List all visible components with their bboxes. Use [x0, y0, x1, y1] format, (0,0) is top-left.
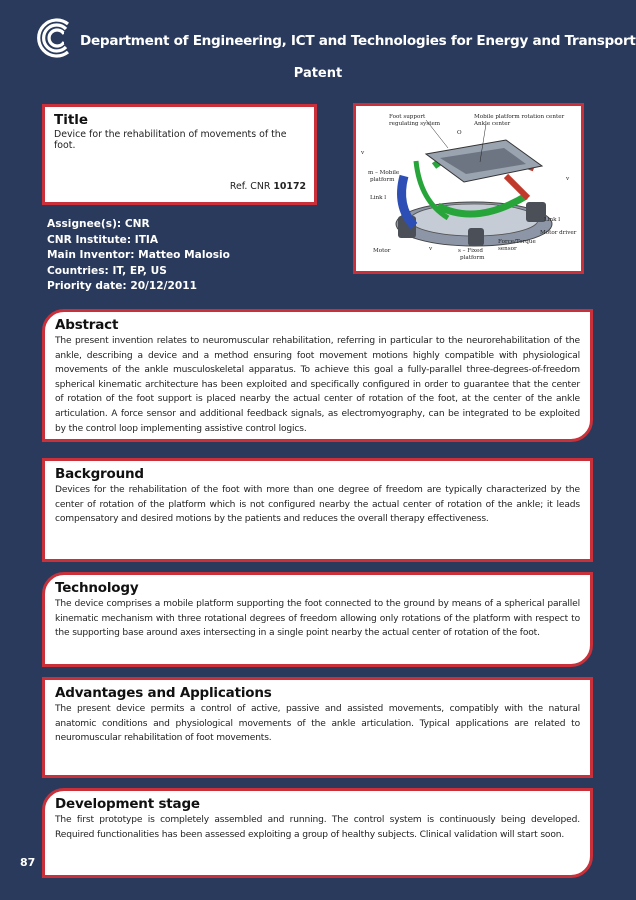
figure-label-link-l2: Link l — [370, 195, 387, 201]
figure-label-regulating-system: regulating system — [389, 121, 441, 127]
development-body: The first prototype is completely assembled and running. The control system is continuously being developed. Required functionalities has been assessed exploiting a group of healthy subjects. Clinical validation will start soon. — [55, 815, 580, 840]
document-type: Patent — [293, 66, 343, 81]
figure-label-force-torque: Force/Torque — [498, 239, 536, 245]
figure-label-v1: v — [566, 176, 570, 182]
assignees: Assignee(s): CNR — [47, 218, 150, 230]
main-inventor: Main Inventor: Matteo Malosio — [47, 249, 230, 261]
technology-body: The device comprises a mobile platform supporting the foot connected to the ground by means of a spherical parallel kinematic mechanism with three rotational degrees of freedom allowing only rotations of the platform with respect to the supporting base around axes intersecting in a single point nearby the actual center of rotation of the foot. — [55, 599, 580, 639]
development-heading: Development stage — [55, 796, 200, 812]
figure-label-ankle-center: Ankle center — [474, 121, 511, 127]
department-title: Department of Engineering, ICT and Technologies for Energy and Transport — [80, 33, 636, 49]
abstract-section — [42, 309, 593, 442]
development-section — [42, 788, 593, 878]
reference-id: 10172 — [273, 181, 306, 192]
title-box — [42, 104, 317, 205]
technology-section — [42, 572, 593, 667]
background-heading: Background — [55, 466, 144, 482]
advantages-heading: Advantages and Applications — [55, 685, 272, 701]
priority-date: Priority date: 20/12/2011 — [47, 280, 198, 292]
reference-prefix: Ref. CNR — [229, 181, 271, 192]
figure-label-v3: v — [429, 246, 433, 252]
title-heading: Title — [54, 112, 89, 128]
figure-label-s-fixed: s – Fixed — [458, 248, 483, 254]
cnr-institute: CNR Institute: ITIA — [47, 233, 159, 246]
device-figure — [353, 103, 584, 274]
reference-number — [230, 181, 306, 192]
background-body: Devices for the rehabilitation of the foot with more than one degree of freedom are typically characterized by the center of rotation of the platform which is not configured nearby the actual center of rotation of the ankle; it leads compensatory and desired motions by the patients and reduces the overall therapy effectiveness. — [55, 485, 580, 525]
device-illustration — [356, 106, 581, 271]
figure-label-mobile-rotation: Mobile platform rotation center — [474, 114, 565, 120]
figure-label-foot-support: Foot support — [389, 114, 426, 120]
background-section — [42, 458, 593, 562]
figure-label-motor: Motor — [373, 248, 391, 254]
abstract-heading: Abstract — [55, 317, 119, 333]
advantages-section — [42, 677, 593, 778]
technology-heading: Technology — [55, 580, 139, 596]
page-header — [0, 0, 636, 100]
abstract-body: The present invention relates to neuromuscular rehabilitation, referring in particular to the neurorehabilitation of the ankle, describing a device and a method ensuring foot movement motions highly compatible with physiological movements of the ankle musculoskeletal apparatus. To achieve this goal a fully-parallel three-degrees-of-freedom spherical kinematic architecture has been exploited and specifically configured in order to guarantee that the center of rotation of the foot support is placed nearby the actual center of rotation of the foot, at the center of the ankle articulation. A force sensor and additional feedback signals, as electromyography, can be integrated to be exploited by the control loop implementing assistive control logics. — [55, 336, 580, 434]
cnr-logo-icon — [30, 18, 74, 58]
title-text: Device for the rehabilitation of movements of the foot. — [54, 129, 287, 151]
figure-label-sensor: sensor — [498, 246, 517, 252]
figure-label-link-l1: Link l — [544, 217, 561, 223]
page-number: 87 — [20, 856, 36, 869]
countries: Countries: IT, EP, US — [47, 264, 167, 277]
figure-label-fixed-platform: platform — [460, 255, 485, 261]
figure-label-m-mobile: m – Mobile — [368, 170, 400, 176]
advantages-body: The present device permits a control of active, passive and assisted movements, compatibly with the natural anatomic conditions and physiological movements of the ankle articulation. Typical applications are related to neuromuscular rehabilitation of foot movements. — [55, 704, 580, 744]
figure-label-platform: platform — [370, 177, 395, 183]
figure-label-v2: v — [361, 150, 365, 156]
patent-metadata — [47, 217, 230, 295]
figure-label-motor-driver: Motor driver — [540, 230, 577, 236]
figure-label-om: O — [457, 130, 462, 136]
